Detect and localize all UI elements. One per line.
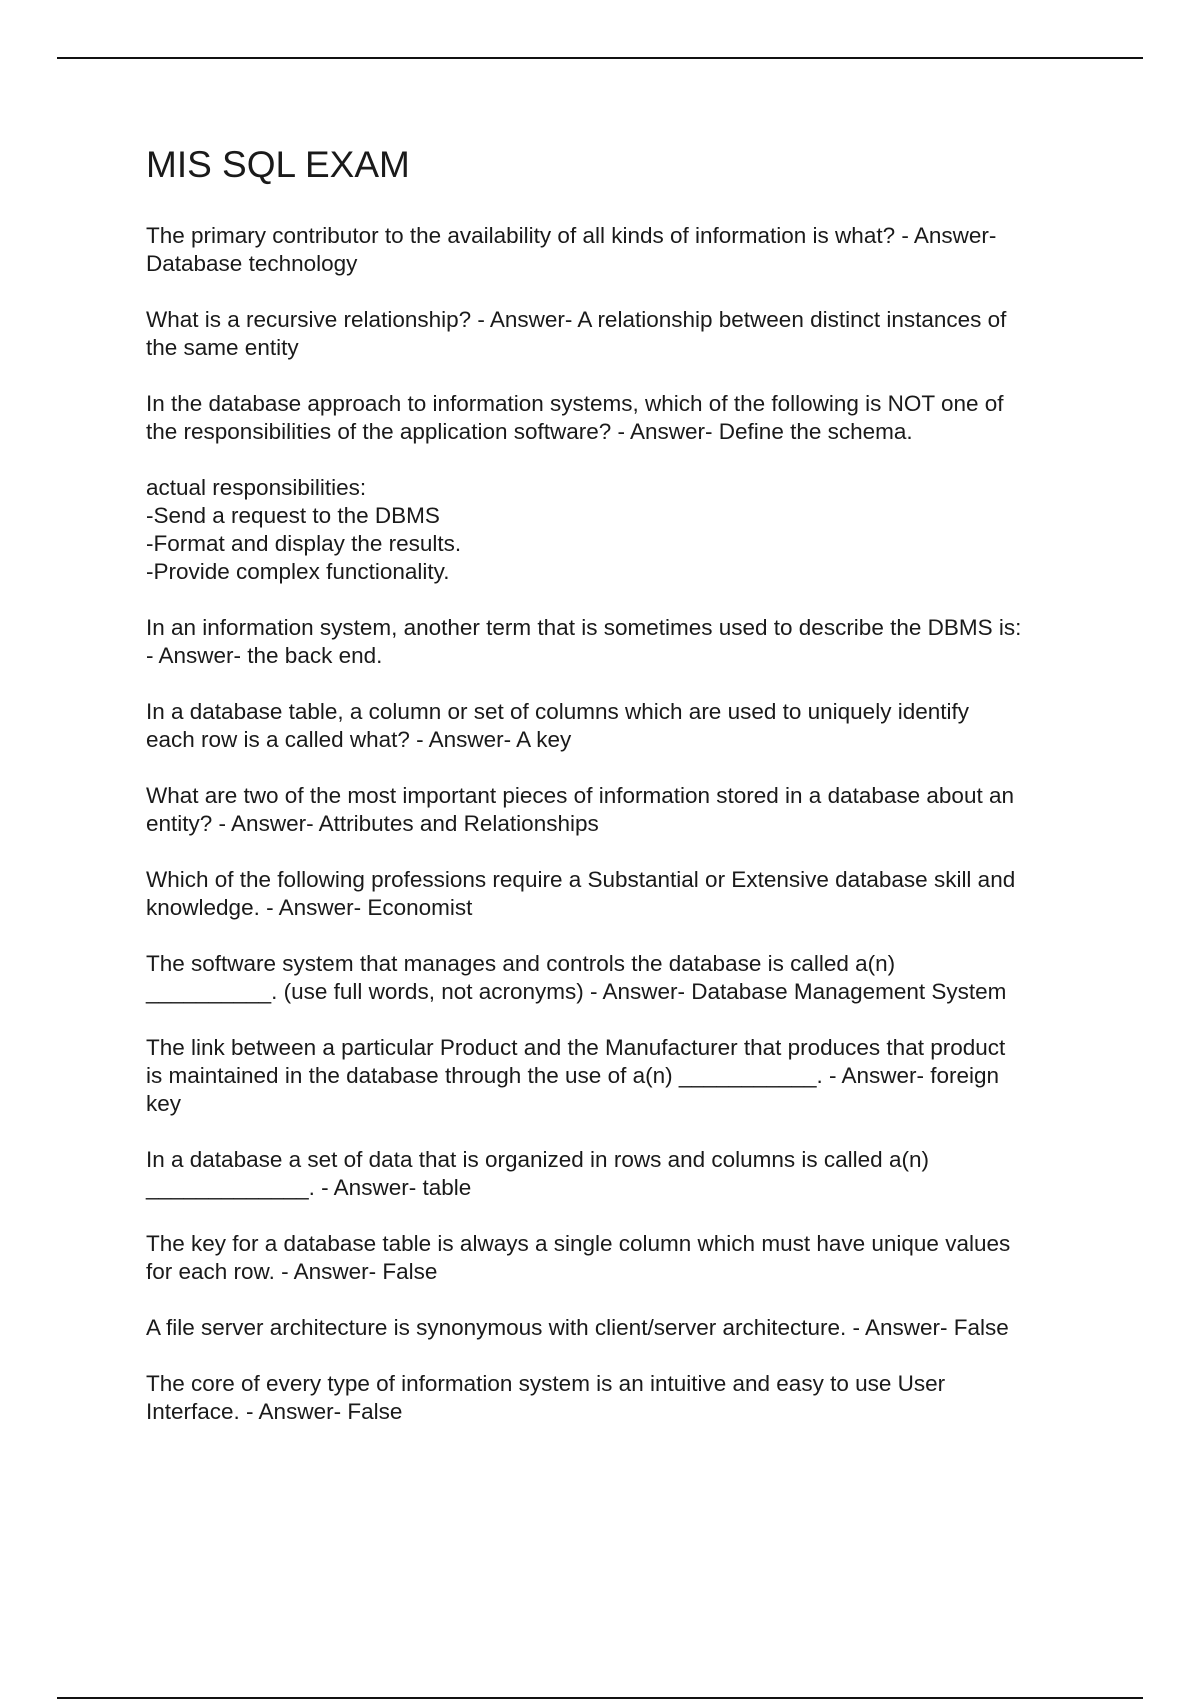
qa-entry-8: Which of the following professions require a Substantial or Extensive database skill and knowledge. - Answer- Economist (146, 867, 1016, 920)
qa-entry-10: The link between a particular Product and the Manufacturer that produces that product is maintained in the database through the use of a(n) ___________. - Answer- foreign key (146, 1035, 1006, 1116)
qa-entry-13: A file server architecture is synonymous with client/server architecture. - Answer- False (146, 1315, 1009, 1340)
qa-entry-1: The primary contributor to the availability of all kinds of information is what? - Answer- Database technology (146, 223, 997, 276)
qa-entry-11: In a database a set of data that is organized in rows and columns is called a(n) _____________. - Answer- table (146, 1147, 929, 1200)
qa-entry-14: The core of every type of information system is an intuitive and easy to use User Interface. - Answer- False (146, 1371, 946, 1424)
qa-entry-2: What is a recursive relationship? - Answer- A relationship between distinct instances of the same entity (146, 307, 1007, 360)
qa-entry-4: actual responsibilities: -Send a request to the DBMS -Format and display the results. -Provide complex functionality. (146, 475, 462, 584)
qa-entry-5: In an information system, another term that is sometimes used to describe the DBMS is: - Answer- the back end. (146, 615, 1022, 668)
qa-entry-6: In a database table, a column or set of columns which are used to uniquely identify each row is a called what? - Answer- A key (146, 699, 969, 752)
bottom-divider (57, 1697, 1143, 1699)
qa-entry-3: In the database approach to information systems, which of the following is NOT one of the responsibilities of the application software? - Answer- Define the schema. (146, 391, 1004, 444)
document-title: MIS SQL EXAM (146, 144, 410, 185)
document-body (146, 138, 1106, 1454)
top-divider (57, 57, 1143, 59)
qa-entry-12: The key for a database table is always a single column which must have unique values for each row. - Answer- False (146, 1231, 1011, 1284)
qa-entry-9: The software system that manages and controls the database is called a(n) __________. (use full words, not acronyms) - Answer- Database Management System (146, 951, 1007, 1004)
qa-entry-7: What are two of the most important pieces of information stored in a database about an entity? - Answer- Attributes and Relationships (146, 783, 1014, 836)
